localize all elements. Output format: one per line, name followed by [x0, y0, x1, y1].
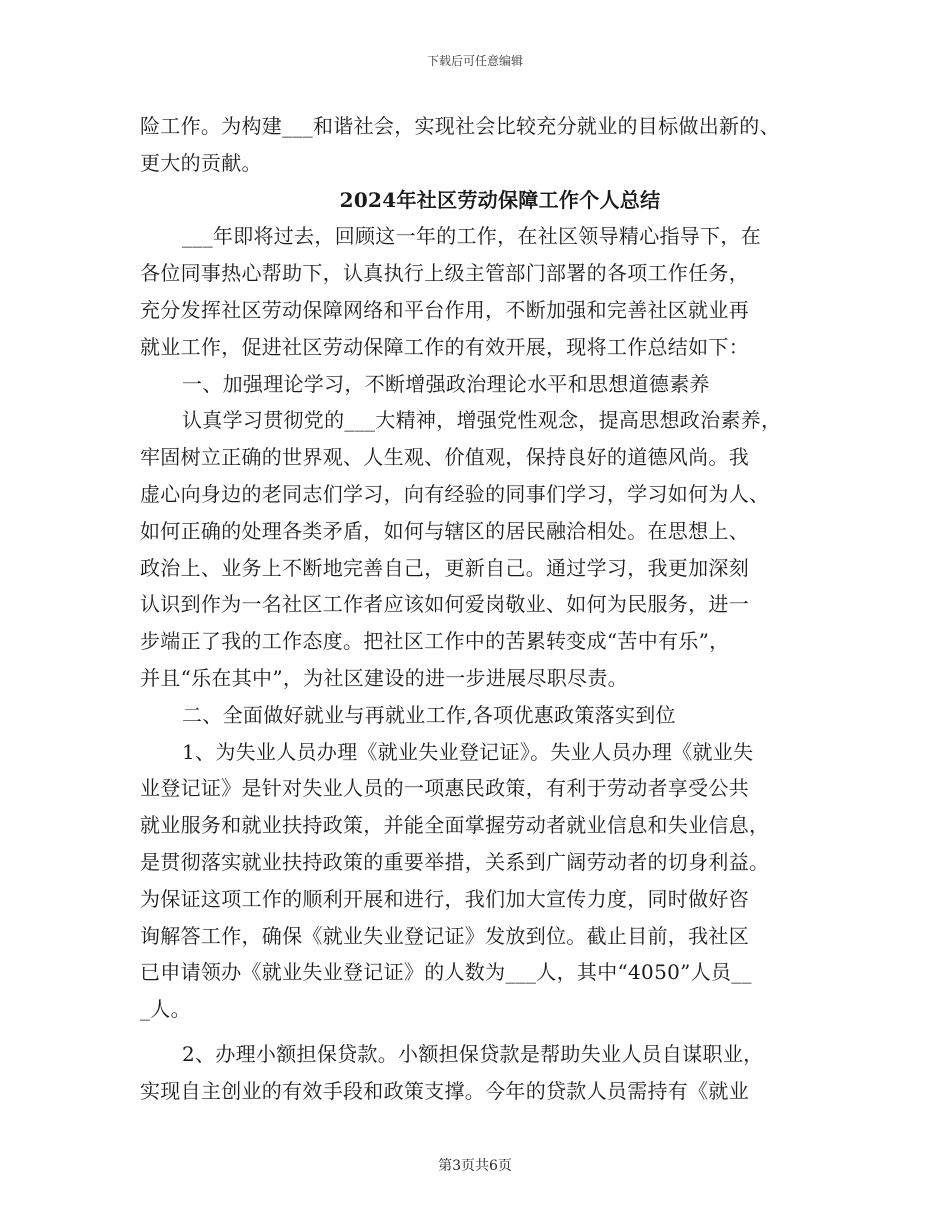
paragraph-line: 充分发挥社区劳动保障网络和平台作用，不断加强和完善社区就业再 — [140, 297, 749, 322]
paragraph-line: 实现自主创业的有效手段和政策支撑。今年的贷款人员需持有《就业 — [140, 1078, 749, 1103]
paragraph-line: 各位同事热心帮助下，认真执行上级主管部门部署的各项工作任务， — [140, 261, 749, 286]
paragraph-line: 认识到作为一名社区工作者应该如何爱岗敬业、如何为民服务，进一 — [140, 592, 749, 617]
paragraph-gap — [140, 1028, 820, 1036]
document-body — [140, 108, 820, 1110]
paragraph-line: ___年即将过去，回顾这一年的工作，在社区领导精心指导下，在 — [182, 224, 761, 249]
page-header-note: 下载后可任意编辑 — [426, 54, 523, 68]
paragraph-line: 如何正确的处理各类矛盾，如何与辖区的居民融洽相处。在思想上、 — [140, 518, 749, 543]
paragraph-line: 2、办理小额担保贷款。小额担保贷款是帮助失业人员自谋职业， — [182, 1041, 764, 1066]
paragraph-line: 就业服务和就业扶持政策，并能全面掌握劳动者就业信息和失业信息， — [140, 813, 770, 838]
paragraph-line: _人。 — [140, 997, 191, 1022]
paragraph-line: 1、为失业人员办理《就业失业登记证》。失业人员办理《就业失 — [182, 739, 754, 764]
page-number: 第3页共6页 — [438, 1158, 512, 1174]
paragraph-line: 步端正了我的工作态度。把社区工作中的苦累转变成“苦中有乐”， — [140, 629, 730, 654]
paragraph-line: 业登记证》是针对失业人员的一项惠民政策，有利于劳动者享受公共 — [140, 776, 749, 801]
paragraph-line: 是贯彻落实就业扶持政策的重要举措，关系到广阔劳动者的切身利益。 — [140, 849, 770, 874]
paragraph-line: 就业工作，促进社区劳动保障工作的有效开展，现将工作总结如下： — [140, 334, 749, 359]
paragraph-line: 更大的贡献。 — [140, 150, 262, 175]
section-heading: 二、全面做好就业与再就业工作,各项优惠政策落实到位 — [182, 702, 676, 727]
paragraph-line: 虚心向身边的老同志们学习，向有经验的同事们学习，学习如何为人、 — [140, 481, 770, 506]
paragraph-line: 认真学习贯彻党的___大精神，增强党性观念，提高思想政治素养， — [182, 408, 782, 433]
paragraph-line: 并且“乐在其中”，为社区建设的进一步进展尽职尽责。 — [140, 665, 628, 690]
paragraph-line: 询解答工作，确保《就业失业登记证》发放到位。截止目前，我社区 — [140, 923, 749, 948]
paragraph-line: 已申请领办《就业失业登记证》的人数为___人，其中“4050”人员__ — [140, 960, 752, 985]
paragraph-line: 牢固树立正确的世界观、人生观、价值观，保持良好的道德风尚。我 — [140, 445, 749, 470]
paragraph-line: 政治上、业务上不断地完善自己，更新自己。通过学习，我更加深刻 — [140, 555, 749, 580]
document-title: 2024年社区劳动保障工作个人总结 — [339, 187, 661, 212]
paragraph-line: 为保证这项工作的顺利开展和进行，我们加大宣传力度，同时做好咨 — [140, 886, 749, 911]
paragraph-line: 险工作。为构建___和谐社会，实现社会比较充分就业的目标做出新的、 — [140, 114, 780, 138]
section-heading: 一、加强理论学习，不断增强政治理论水平和思想道德素养 — [182, 371, 710, 396]
